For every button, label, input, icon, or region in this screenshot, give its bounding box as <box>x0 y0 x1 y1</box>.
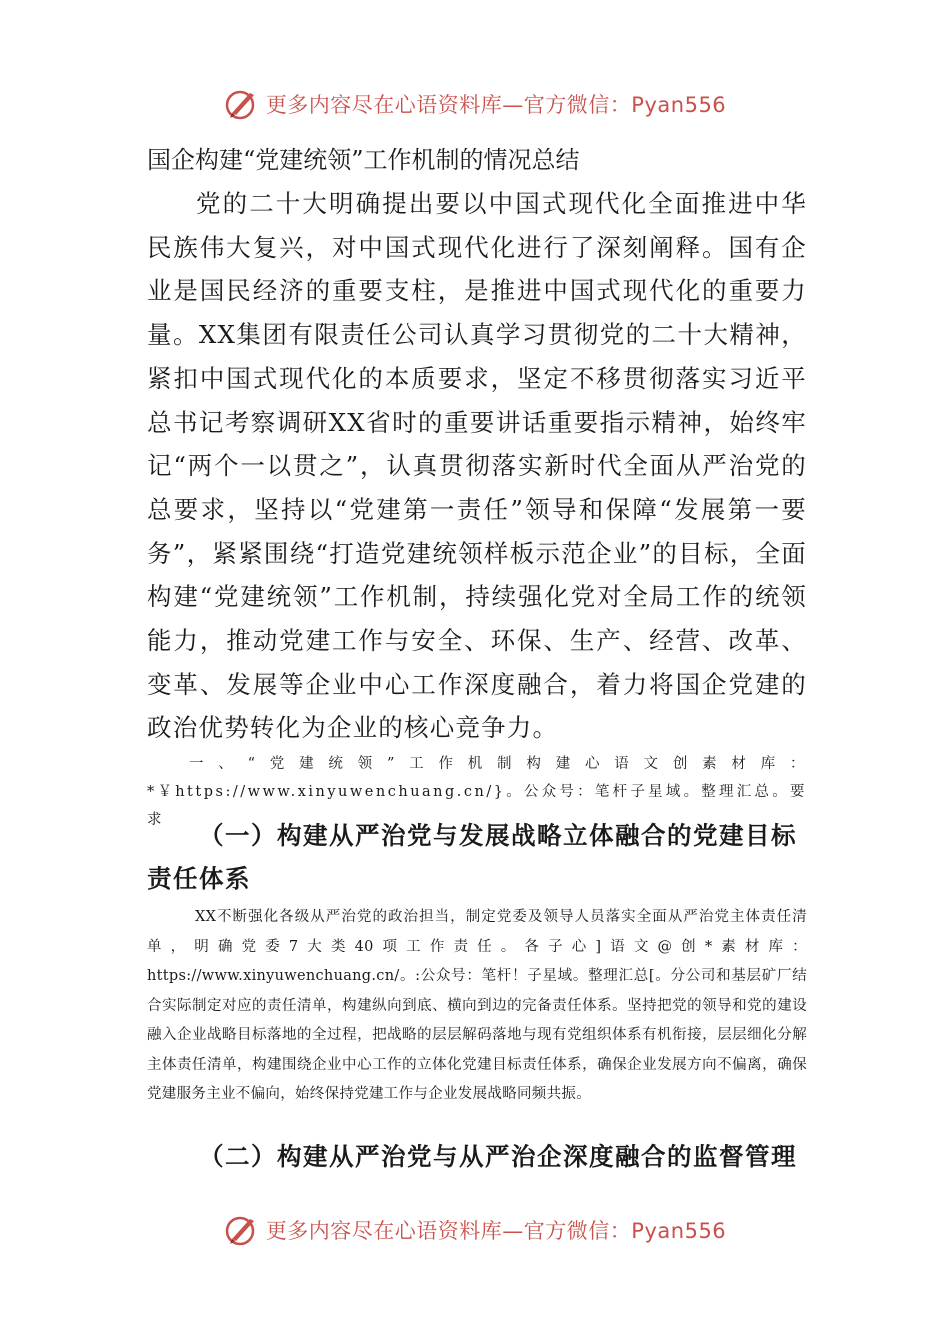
banner-text: 更多内容尽在心语资料库—官方微信：Pyan556 <box>265 93 727 117</box>
footer-banner <box>0 1210 950 1250</box>
paragraph-1: XX不断强化各级从严治党的政治担当，制定党委及领导人员落实全面从严治党主体责任清单，明确党委7大类40项工作责任。各子心]语文@创*素材库：https://www.xinyuwenchuang.cn/。:公众号：笔杆！子星域。整理汇总[。分公司和基层矿厂结合实际制定对应的责任清单，构建纵向到底、横向到边的完备责任体系。坚持把党的领导和党的建设融入企业战略目标落地的全过程，把战略的层层解码落地与现有党组织体系有机衔接，层层细化分解主体责任清单，构建围绕企业中心工作的立体化党建目标责任体系，确保企业发展方向不偏离，确保党建服务主业不偏向，始终保持党建工作与企业发展战略同频共振。 <box>147 909 807 1102</box>
pen-circle-icon <box>224 86 260 122</box>
heading-2: （二）构建从严治党与从严治企深度融合的监督管理 <box>199 1142 797 1171</box>
intro-paragraph: 党的二十大明确提出要以中国式现代化全面推进中华民族伟大复兴，对中国式现代化进行了深刻阐释。国有企业是国民经济的重要支柱，是推进中国式现代化的重要力量。XX集团有限责任公司认真学习贯彻党的二十大精神，紧扣中国式现代化的本质要求，坚定不移贯彻落实习近平总书记考察调研XX省时的重要讲话重要指示精神，始终牢记“两个一以贯之”，认真贯彻落实新时代全面从严治党的总要求，坚持以“党建第一责任”领导和保障“发展第一要务”，紧紧围绕“打造党建统领样板示范企业”的目标，全面构建“党建统领”工作机制，持续强化党对全局工作的统领能力，推动党建工作与安全、环保、生产、经营、改革、变革、发展等企业中心工作深度融合，着力将国企党建的政治优势转化为企业的核心竞争力。 <box>147 189 807 743</box>
document-title: 国企构建“党建统领”工作机制的情况总结 <box>147 146 580 174</box>
banner-text: 更多内容尽在心语资料库—官方微信：Pyan556 <box>265 1219 727 1243</box>
header-banner <box>0 84 950 124</box>
heading-1: （一）构建从严治党与发展战略立体融合的党建目标责任体系 <box>147 821 797 893</box>
section-1-label: 一、“党建统领”工作机制构建心语文创素材库：*￥https://www.xinyuwenchuang.cn/}。公众号：笔杆子星域。整理汇总。要求 <box>147 756 807 828</box>
pen-circle-icon <box>224 1212 260 1248</box>
